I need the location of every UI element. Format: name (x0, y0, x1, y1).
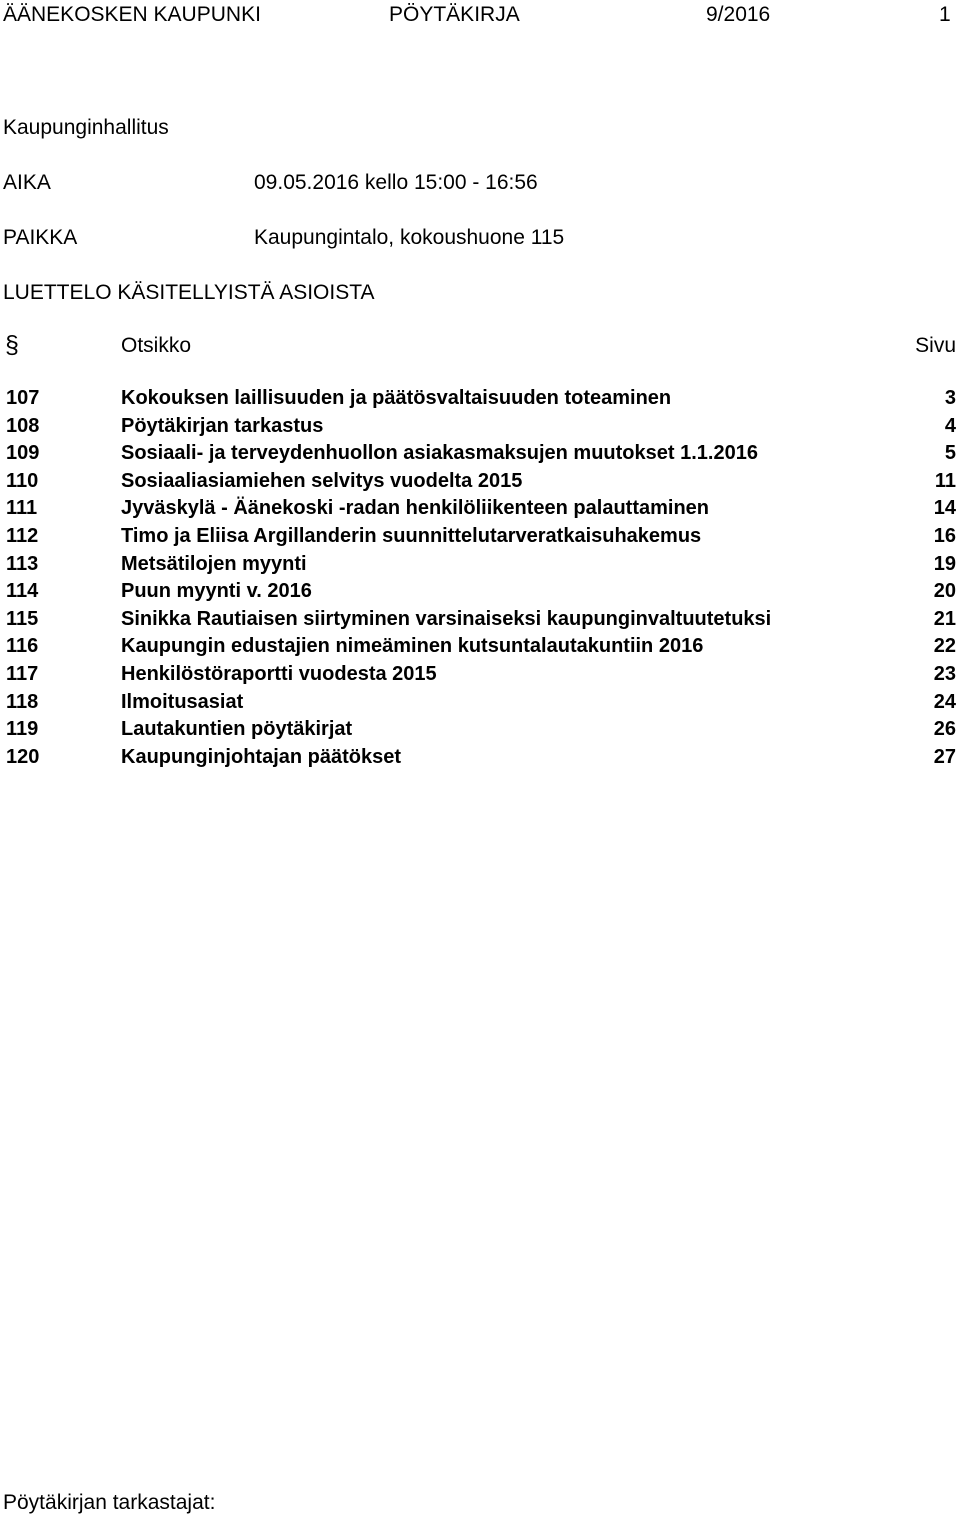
list-item (0, 581, 960, 609)
item-page: 14 (933, 497, 956, 520)
item-page: 19 (933, 552, 956, 575)
item-page: 23 (933, 662, 956, 685)
item-number: 113 (6, 552, 39, 575)
list-item (0, 636, 960, 664)
item-title: Henkilöstöraportti vuodesta 2015 (121, 662, 437, 685)
item-title: Sinikka Rautiaisen siirtyminen varsinaiseksi kaupunginvaltuutetuksi (121, 607, 772, 630)
item-page: 27 (933, 745, 956, 768)
list-item (0, 664, 960, 692)
item-number: 115 (6, 607, 39, 630)
item-title: Ilmoitusasiat (121, 690, 244, 713)
item-title: Metsätilojen myynti (121, 552, 307, 575)
list-item (0, 443, 960, 471)
time-label: AIKA (3, 171, 51, 194)
item-page: 11 (934, 469, 956, 492)
item-title: Pöytäkirjan tarkastus (121, 414, 324, 437)
item-page: 24 (933, 690, 956, 713)
column-header-title: Otsikko (121, 334, 192, 357)
list-item (0, 471, 960, 499)
item-page: 5 (944, 442, 956, 465)
time-value: 09.05.2016 kello 15:00 - 16:56 (254, 171, 538, 194)
item-page: 4 (944, 414, 956, 437)
list-title: LUETTELO KÄSITELLYISTÄ ASIOISTA (3, 281, 375, 304)
item-title: Puun myynti v. 2016 (121, 580, 312, 603)
list-item (0, 692, 960, 720)
item-number: 111 (6, 497, 38, 520)
item-number: 112 (6, 524, 39, 547)
page-number: 1 (939, 3, 951, 26)
item-number: 114 (6, 580, 39, 603)
list-item (0, 416, 960, 444)
item-page: 26 (933, 718, 956, 741)
item-number: 108 (6, 414, 40, 437)
item-number: 107 (6, 387, 40, 409)
item-title: Jyväskylä - Äänekoski -radan henkilöliikenteen palauttaminen (121, 497, 709, 520)
section-sign-icon: § (5, 331, 19, 359)
agenda-item-list (0, 388, 960, 774)
item-page: 3 (944, 387, 956, 409)
item-title: Timo ja Eliisa Argillanderin suunnittelutarveratkaisuhakemus (121, 524, 702, 547)
list-item (0, 609, 960, 637)
list-item (0, 719, 960, 747)
item-number: 110 (6, 469, 39, 492)
item-number: 109 (6, 442, 40, 465)
item-title: Kaupunginjohtajan päätökset (121, 745, 402, 768)
list-item (0, 554, 960, 582)
item-number: 116 (6, 635, 39, 658)
place-label: PAIKKA (3, 226, 78, 249)
document-number: 9/2016 (706, 3, 771, 26)
item-title: Kaupungin edustajien nimeäminen kutsuntalautakuntiin 2016 (121, 635, 704, 658)
item-page: 20 (933, 580, 956, 603)
list-item (0, 388, 960, 416)
item-title: Sosiaaliasiamiehen selvitys vuodelta 2015 (121, 469, 523, 492)
item-title: Lautakuntien pöytäkirjat (121, 718, 353, 741)
column-header-page: Sivu (915, 334, 956, 357)
item-number: 119 (6, 718, 39, 741)
item-page: 22 (933, 635, 956, 658)
governing-body-name: Kaupunginhallitus (3, 116, 169, 139)
item-title: Kokouksen laillisuuden ja päätösvaltaisuuden toteaminen (121, 387, 672, 409)
item-number: 118 (6, 690, 39, 713)
item-page: 21 (933, 607, 956, 630)
list-item (0, 498, 960, 526)
item-title: Sosiaali- ja terveydenhuollon asiakasmaksujen muutokset 1.1.2016 (121, 442, 758, 465)
list-item (0, 747, 960, 775)
place-value: Kaupungintalo, kokoushuone 115 (254, 226, 565, 249)
list-item (0, 526, 960, 554)
item-page: 16 (933, 524, 956, 547)
document-type: PÖYTÄKIRJA (389, 3, 520, 26)
reviewers-label: Pöytäkirjan tarkastajat: (3, 1491, 216, 1514)
organization-name: ÄÄNEKOSKEN KAUPUNKI (3, 3, 261, 26)
item-number: 120 (6, 745, 40, 768)
item-number: 117 (6, 662, 39, 685)
